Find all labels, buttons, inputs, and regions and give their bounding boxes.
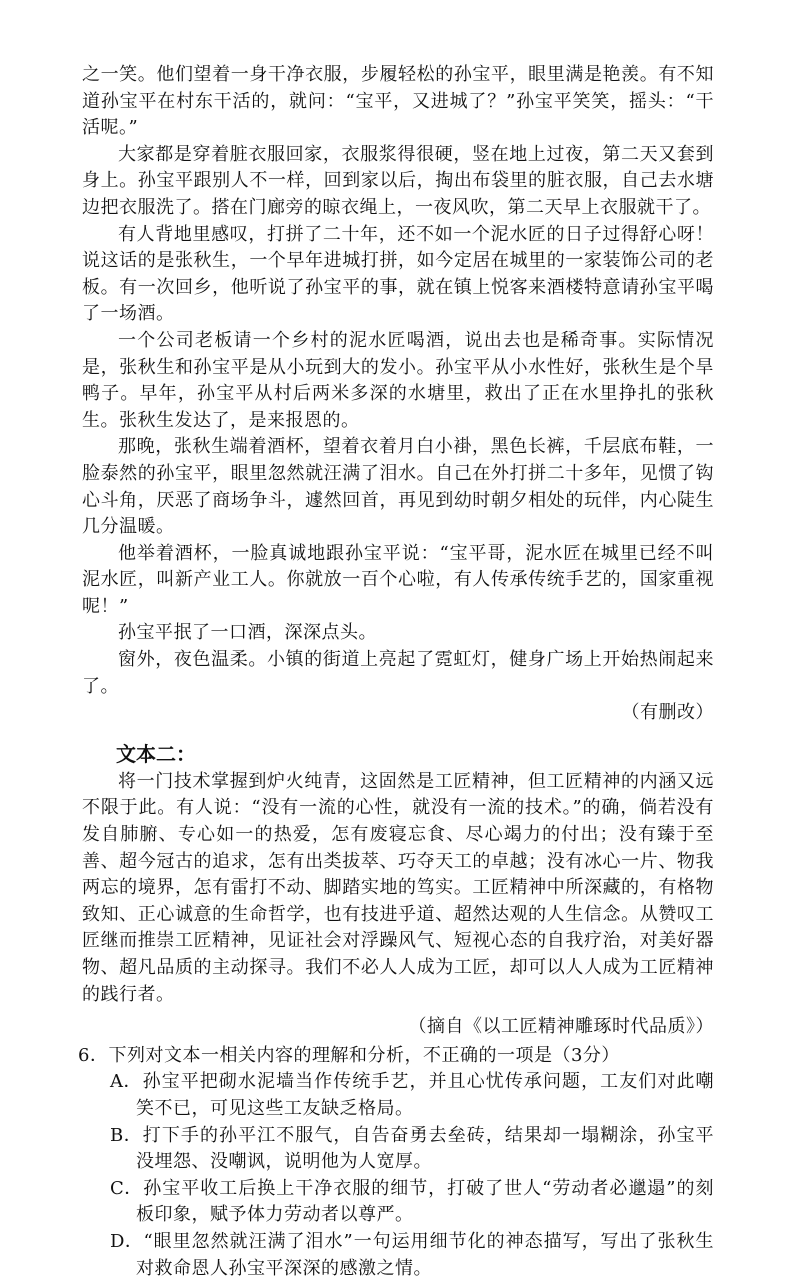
paragraph-continued: 之一笑。他们望着一身干净衣服，步履轻松的孙宝平，眼里满是艳羡。有不知道孙宝平在村东干活的，就问：“宝平，又进城了？”孙宝平笑笑，摇头：“干活呢。”: [82, 64, 714, 139]
option-d: [80, 1229, 714, 1282]
option-b: [80, 1123, 714, 1176]
paragraph: 他举着酒杯，一脸真诚地跟孙宝平说：“宝平哥，泥水匠在城里已经不叫泥水匠，叫新产业工人。你就放一百个心啦，有人传承传统手艺的，国家重视呢！”: [82, 542, 714, 617]
paragraph: 大家都是穿着脏衣服回家，衣服浆得很硬，竖在地上过夜，第二天又套到身上。孙宝平跟别人不一样，回到家以后，掏出布袋里的脏衣服，自己去水塘边把衣服洗了。搭在门廊旁的晾衣绳上，一夜风吹，第二天早上衣服就干了。: [82, 143, 714, 218]
paragraph: 一个公司老板请一个乡村的泥水匠喝酒，说出去也是稀奇事。实际情况是，张秋生和孙宝平是从小玩到大的发小。孙宝平从小水性好，张秋生是个旱鸭子。早年，孙宝平从村后两米多深的水塘里，救出了正在水里挣扎的张秋生。张秋生发达了，是来报恩的。: [82, 329, 714, 431]
paragraph: 将一门技术掌握到炉火纯青，这固然是工匠精神，但工匠精神的内涵又远不限于此。有人说：“没有一流的心性，就没有一流的技术。”的确，倘若没有发自肺腑、专心如一的热爱，怎有废寝忘食、尽心竭力的付出；没有臻于至善、超今冠古的追求，怎有出类拔萃、巧夺天工的卓越；没有冰心一片、物我两忘的境界，怎有雷打不动、脚踏实地的笃实。工匠精神中所深藏的，有格物致知、正心诚意的生命哲学，也有技进乎道、超然达观的人生信念。从赞叹工匠继而推崇工匠精神，见证社会对浮躁风气、短视心态的自我疗治，对美好器物、超凡品质的主动探寻。我们不必人人成为工匠，却可以人人成为工匠精神的践行者。: [82, 770, 714, 1005]
source-note: （有删改）: [621, 702, 714, 724]
text1-section: [82, 62, 714, 727]
option-c: [80, 1176, 714, 1229]
option-label: C．: [110, 1177, 143, 1199]
source-note: （摘自《以工匠精神雕琢时代品质》）: [408, 1016, 714, 1038]
option-text: “眼里忽然就汪满了泪水”一句运用细节化的神态描写，写出了张秋生对救命恩人孙宝平深深的感激之情。: [136, 1230, 714, 1279]
section-heading: 文本二：: [116, 741, 196, 766]
option-text: 孙宝平把砌水泥墙当作传统手艺，并且心忧传承问题，工友们对此嘲笑不已，可见这些工友缺乏格局。: [136, 1071, 714, 1119]
question-stem: 6．下列对文本一相关内容的理解和分析，不正确的一项是（3分）: [78, 1044, 620, 1066]
paragraph: 孙宝平抿了一口酒，深深点头。: [118, 622, 377, 644]
question-6: [78, 1043, 714, 1282]
paragraph: 那晚，张秋生端着酒杯，望着衣着月白小褂，黑色长裤，千层底布鞋，一脸泰然的孙宝平，眼里忽然就汪满了泪水。自己在外打拼二十多年，见惯了钩心斗角，厌恶了商场争斗，遽然回首，再见到幼时朝夕相处的玩伴，内心陡生几分温暖。: [82, 436, 714, 538]
option-a: [80, 1069, 714, 1122]
option-text: 打下手的孙平江不服气，自告奋勇去垒砖，结果却一塌糊涂，孙宝平没埋怨、没嘲讽，说明他为人宽厚。: [136, 1124, 714, 1173]
option-label: D．: [110, 1230, 144, 1252]
paragraph: 窗外，夜色温柔。小镇的街道上亮起了霓虹灯，健身广场上开始热闹起来了。: [82, 649, 714, 697]
option-text: 孙宝平收工后换上干净衣服的细节，打破了世人“劳动者必邋遢”的刻板印象，赋予体力劳动者以尊严。: [136, 1177, 714, 1226]
option-label: B．: [110, 1124, 143, 1146]
text2-section: [82, 739, 714, 1041]
option-label: A．: [110, 1071, 142, 1093]
paragraph: 有人背地里感叹，打拼了二十年，还不如一个泥水匠的日子过得舒心呀！说这话的是张秋生，一个早年进城打拼，如今定居在城里的一家装饰公司的老板。有一次回乡，他听说了孙宝平的事，就在镇上悦客来酒楼特意请孙宝平喝了一场酒。: [82, 223, 714, 325]
